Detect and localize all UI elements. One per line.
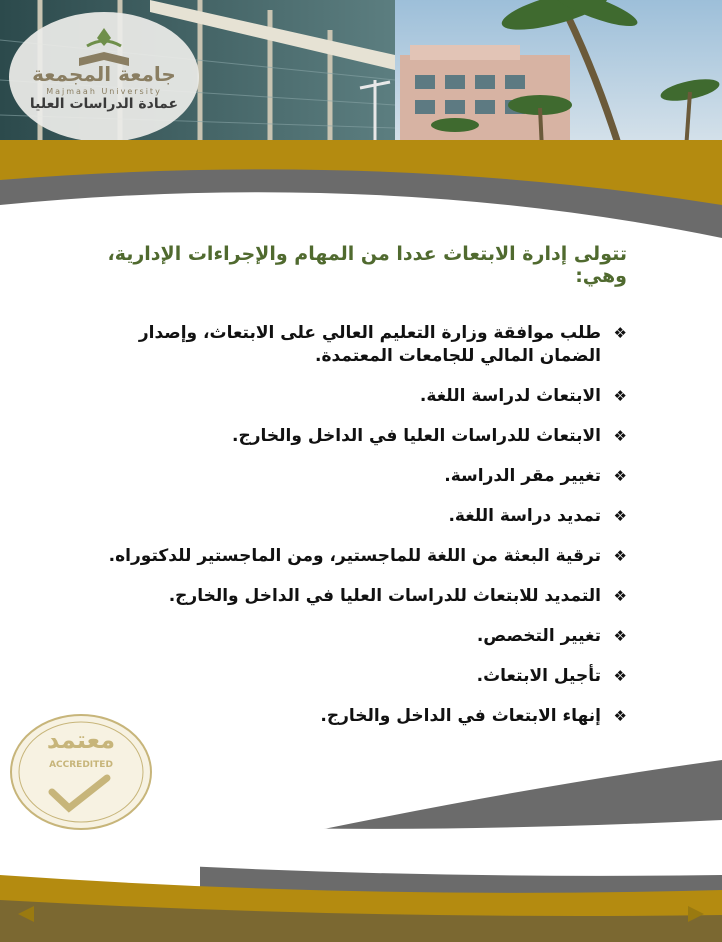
deanship-name: عمادة الدراسات العليا — [29, 96, 179, 112]
task-item — [107, 705, 627, 728]
task-text: الابتعاث لدراسة اللغة. — [419, 386, 601, 406]
diamond-bullet-icon: ❖ — [613, 627, 627, 645]
diamond-bullet-icon: ❖ — [613, 667, 627, 685]
diamond-bullet-icon: ❖ — [613, 427, 627, 445]
task-text: تمديد دراسة اللغة. — [448, 506, 601, 526]
seal-arabic-text: معتمد — [46, 726, 116, 754]
diamond-bullet-icon: ❖ — [613, 324, 627, 342]
task-item — [107, 385, 627, 408]
logo-arabic-name: جامعة المجمعة — [32, 62, 176, 86]
task-text: ترقية البعثة من اللغة للماجستير، ومن الماجستير للدكتوراه. — [108, 546, 601, 566]
task-text: طلب موافقة وزارة التعليم العالي على الابتعاث، وإصدار الضمان المالي للجامعات المعتمدة. — [138, 323, 601, 366]
accreditation-seal — [7, 712, 155, 832]
task-item — [107, 625, 627, 648]
task-text: تأجيل الابتعاث. — [476, 666, 601, 686]
diamond-bullet-icon: ❖ — [613, 467, 627, 485]
diamond-bullet-icon: ❖ — [613, 387, 627, 405]
diamond-bullet-icon: ❖ — [613, 507, 627, 525]
task-list — [107, 322, 627, 745]
diamond-bullet-icon: ❖ — [613, 547, 627, 565]
task-text: إنهاء الابتعاث في الداخل والخارج. — [320, 706, 601, 726]
seal-english-text: ACCREDITED — [49, 760, 113, 770]
task-item — [107, 505, 627, 528]
task-text: تغيير التخصص. — [476, 626, 601, 646]
task-item — [107, 665, 627, 688]
task-text: التمديد للابتعاث للدراسات العليا في الداخل والخارج. — [168, 586, 601, 606]
page-title: تتولى إدارة الابتعاث عددا من المهام والإجراءات الإدارية، وهي: — [107, 243, 627, 287]
task-item — [107, 545, 627, 568]
task-item — [107, 425, 627, 448]
diamond-bullet-icon: ❖ — [613, 707, 627, 725]
task-text: تغيير مقر الدراسة. — [444, 466, 601, 486]
diamond-bullet-icon: ❖ — [613, 587, 627, 605]
task-item — [107, 585, 627, 608]
task-text: الابتعاث للدراسات العليا في الداخل والخارج. — [232, 426, 601, 446]
logo-english-name: Majmaah University — [46, 87, 162, 96]
task-item — [107, 322, 627, 368]
task-item — [107, 465, 627, 488]
